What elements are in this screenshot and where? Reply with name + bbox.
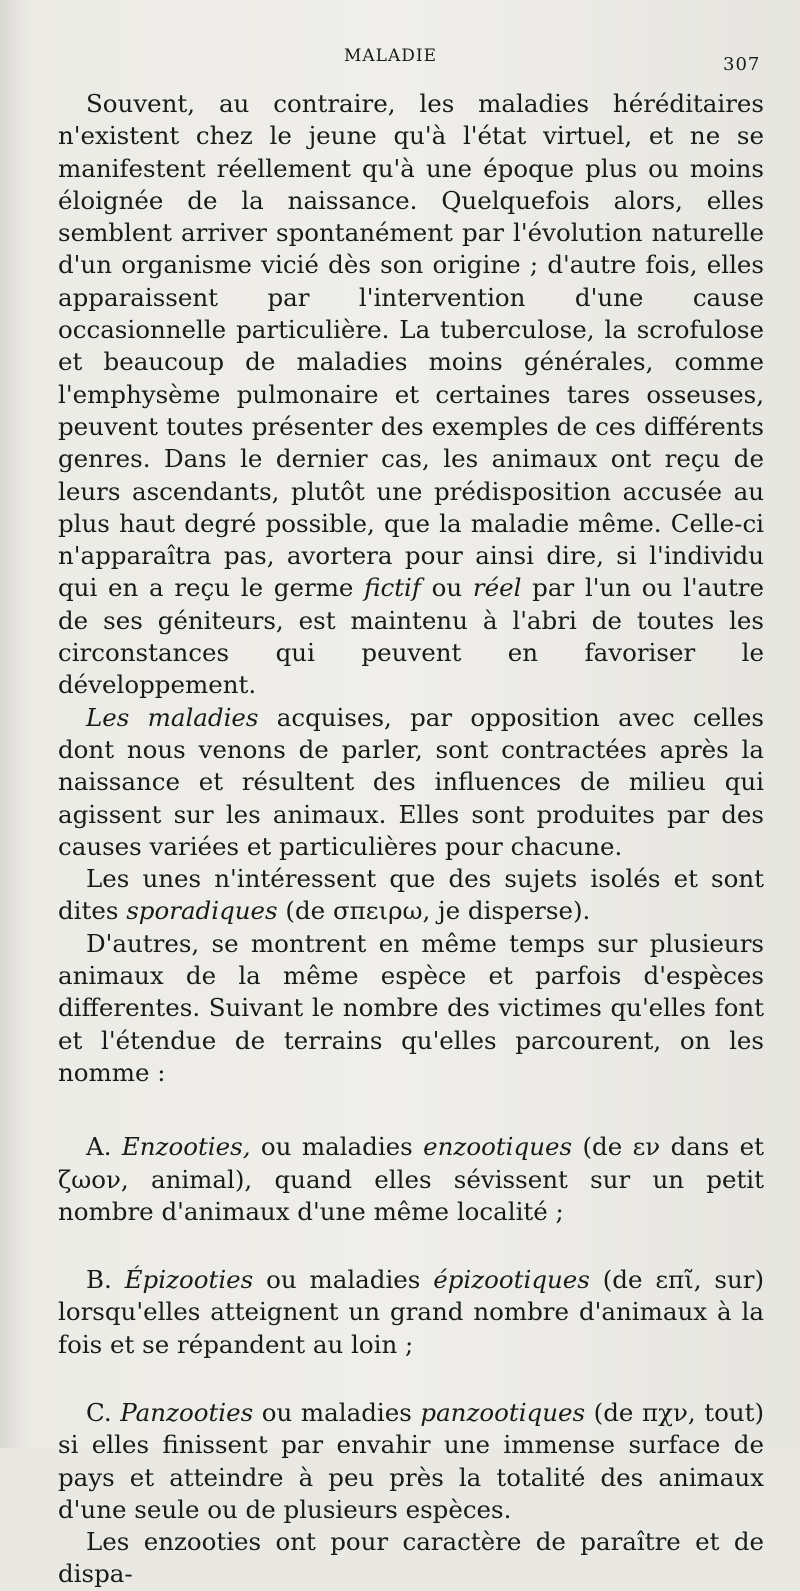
text-run-italic: sporadiques (126, 896, 278, 926)
text-run: B. (86, 1265, 125, 1295)
text-run: (de πχν, tout) si elles finissent par envahir une immense surface de pays et atteindre à peu près la totalité des animaux d'une seule ou de plusieurs espèces. (58, 1397, 765, 1524)
text-run-italic: épizootiques (433, 1265, 590, 1295)
text-run-italic: enzootiques (423, 1132, 573, 1162)
paragraph-acquired (58, 702, 764, 863)
text-run: (de εν dans et ζωον, animal), quand elles sévissent sur un petit nombre d'animaux d'une même localité ; (58, 1132, 764, 1226)
paragraph-enzooties (58, 1131, 764, 1228)
text-run-italic: Panzooties (120, 1397, 254, 1427)
text-run-italic: panzootiques (420, 1397, 586, 1427)
text-run: (de επῖ, sur) lorsqu'elles atteignent un grand nombre d'animaux à la fois et se répandent au loin ; (58, 1265, 764, 1359)
text-run: ou maladies (253, 1265, 434, 1295)
body-text (58, 88, 764, 1591)
paragraph-epizooties (58, 1264, 764, 1361)
text-run: D'autres, se montrent en même temps sur plusieurs animaux de la même espèce et parfois d'espèces differentes. Suivant le nombre des victimes qu'elles font et l'étendue de terrains qu'elles parcourent, on les nomme : (58, 928, 764, 1087)
text-run: (de σπειρω, je disperse). (277, 896, 591, 926)
text-run-italic: fictif (364, 573, 421, 603)
text-run: A. (86, 1132, 122, 1162)
text-run: Souvent, au contraire, les maladies héréditaires n'existent chez le jeune qu'à l'état virtuel, et ne se manifestent réellement qu'à une époque plus ou moins éloignée de la naissance. Quelquefois alors, elles semblent arriver spontanément par l'évolution naturelle d'un organisme vicié dès son origine ; d'autre fois, elles apparaissent par l'intervention d'une cause occasionnelle particulière. La tuberculose, la scrofulose et beaucoup de maladies moins générales, comme l'emphysème pulmonaire et certaines tares osseuses, peuvent toutes présenter des exemples de ces différents genres. Dans le dernier cas, les animaux ont reçu de leurs ascendants, plutôt une prédisposition accusée au plus haut degré possible, que la maladie même. Celle-ci n'apparaîtra pas, avortera pour ainsi dire, si l'individu qui en a reçu le germe (58, 89, 764, 603)
text-run: Les enzooties ont pour caractère de paraître et de dispa- (58, 1527, 764, 1589)
paragraph-sporadic (58, 863, 764, 928)
text-run: acquises, par opposition avec celles dont nous venons de parler, sont contractées après la naissance et résultent des influences de milieu qui agissent sur les animaux. Elles sont produites par des causes variées et particulières pour chacune. (58, 702, 764, 861)
paragraph-others (58, 928, 764, 1089)
text-run: ou maladies (253, 1397, 421, 1427)
text-run: par l'un ou l'autre de ses géniteurs, est maintenu à l'abri de toutes les circonstances qui peuvent en favoriser le développement. (58, 573, 764, 700)
paragraph-panzooties (58, 1397, 764, 1526)
spacer (58, 1228, 764, 1264)
text-run-italic: réel (472, 573, 522, 603)
text-run-italic: Les maladies (86, 702, 259, 732)
text-run: ou (420, 573, 473, 603)
text-run: ou maladies (250, 1132, 424, 1162)
running-header (0, 46, 800, 76)
spacer (58, 1089, 764, 1131)
paragraph-hereditary (58, 88, 764, 702)
text-run-italic: Épizooties (124, 1265, 254, 1295)
text-run-italic: Enzooties, (121, 1132, 251, 1162)
running-title: MALADIE (344, 46, 438, 66)
paragraph-enzooties-character (58, 1526, 764, 1591)
spacer (58, 1361, 764, 1397)
page-number: 307 (723, 54, 761, 75)
text-run: Les unes n'intéressent que des sujets isolés et sont dites (58, 864, 764, 926)
text-run: C. (86, 1397, 121, 1427)
